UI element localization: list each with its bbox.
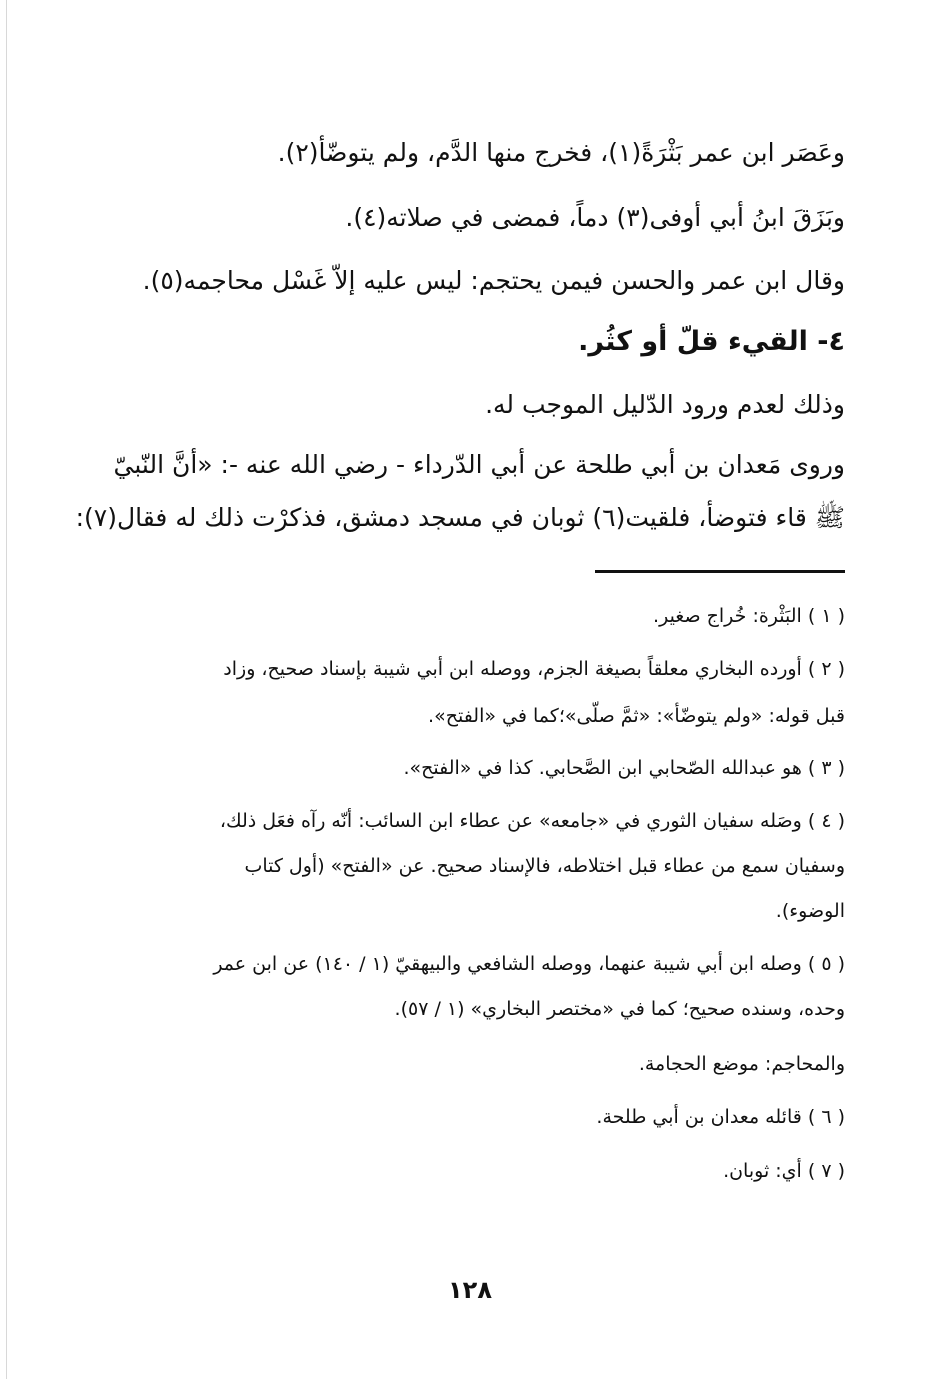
body-line-3: وقال ابن عمر والحسن فيمن يحتجم: ليس عليه إلاّ غَسْل محاجمه(٥). [142,266,845,295]
footnote-4-line-1: ( ٤ ) وصَله سفيان الثوري في «جامعه» عن عطاء ابن السائب: أنّه رآه فعَل ذلك، [219,810,845,832]
footnote-4-line-3: الوضوء). [775,900,845,922]
footnote-5-line-3: والمحاجم: موضع الحجامة. [638,1053,845,1075]
body-line-7: ﷺ قاء فتوضأ، فلقيت(٦) ثوبان في مسجد دمشق، فذكرْت ذلك له فقال(٧): [75,503,845,532]
footnote-7: ( ٧ ) أي: ثوبان. [723,1160,845,1182]
footnote-2-line-2: قبل قوله: «ولم يتوضّأ»: «ثمَّ صلّى»؛كما في «الفتح». [428,705,845,727]
body-line-2: وبَزَقَ ابنُ أبي أوفى(٣) دماً، فمضى في صلاته(٤). [345,203,845,232]
footnote-4-line-2: وسفيان سمع من عطاء قبل اختلاطه، فالإسناد صحيح. عن «الفتح» (أول كتاب [244,855,845,877]
body-line-1: وعَصَر ابن عمر بَثْرَةً(١)، فخرج منها الدَّم، ولم يتوضّأ(٢). [277,138,845,167]
page-number: ١٢٨ [448,1276,492,1304]
footnote-divider [595,570,845,573]
page-edge-line [6,0,7,1379]
footnote-2-line-1: ( ٢ ) أورده البخاري معلقاً بصيغة الجزم، ووصله ابن أبي شيبة بإسناد صحيح، وزاد [223,658,845,680]
footnote-5-line-1: ( ٥ ) وصله ابن أبي شيبة عنهما، ووصله الشافعي والبيهقيّ (١ / ١٤٠) عن ابن عمر [213,953,845,975]
footnote-6: ( ٦ ) قائله معدان بن أبي طلحة. [596,1106,845,1128]
body-line-5: وذلك لعدم ورود الدّليل الموجب له. [485,390,845,419]
footnote-1: ( ١ ) البَثْرة: خُراج صغير. [653,605,845,627]
footnote-3: ( ٣ ) هو عبدالله الصّحابي ابن الصَّحابي. كذا في «الفتح». [403,757,845,779]
section-heading: ٤- القيء قلّ أو كثُر. [578,326,845,357]
footnote-5-line-2: وحده، وسنده صحيح؛ كما في «مختصر البخاري» (١ / ٥٧). [394,998,845,1020]
body-line-6: وروى مَعدان بن أبي طلحة عن أبي الدّرداء - رضي الله عنه -: «أنَّ النّبيّ [113,450,845,479]
